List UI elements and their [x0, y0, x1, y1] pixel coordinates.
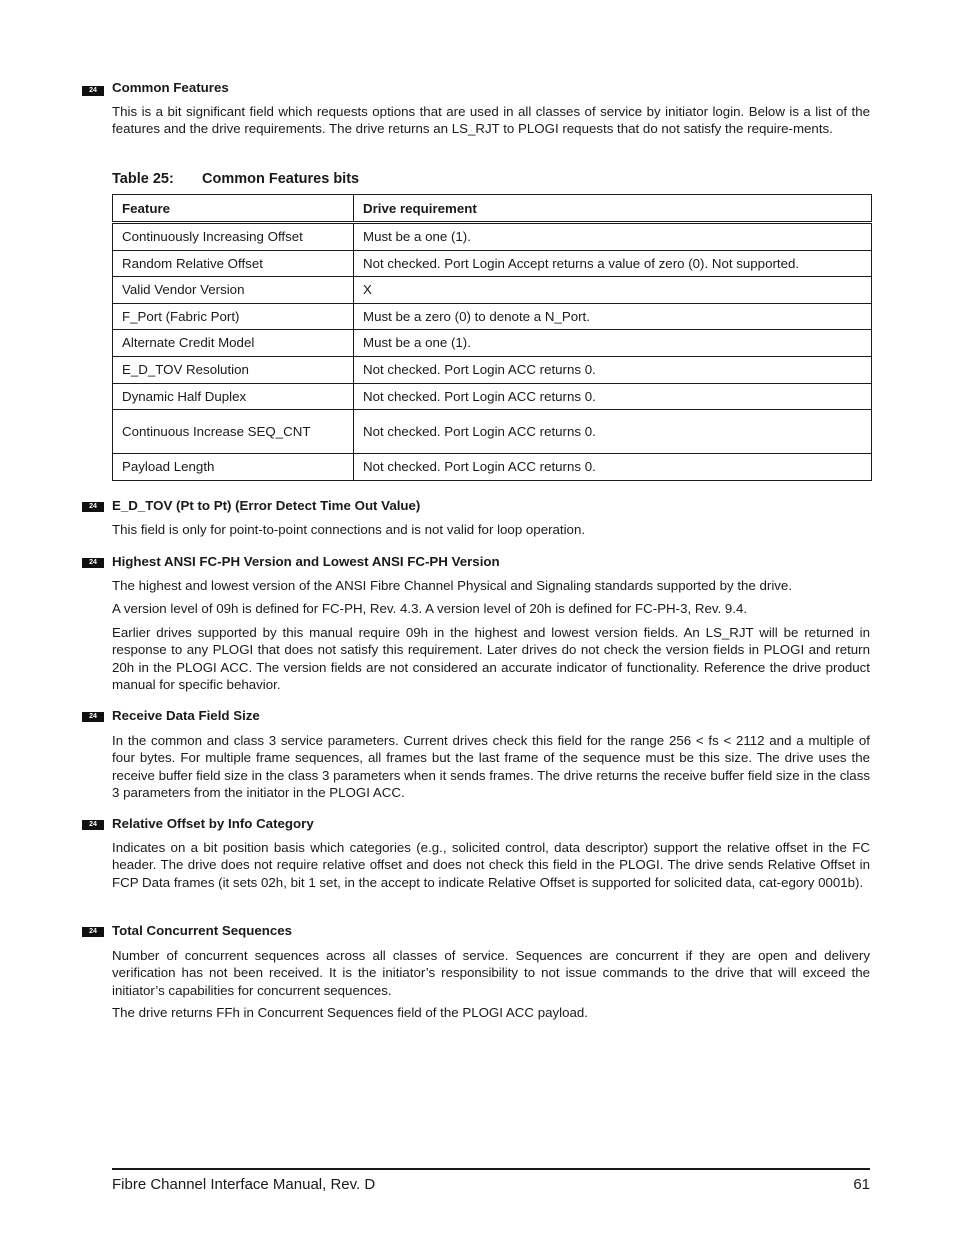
requirement-cell: Not checked. Port Login ACC returns 0.: [354, 383, 872, 410]
heading-ed-tov: E_D_TOV (Pt to Pt) (Error Detect Time Out Value): [112, 498, 421, 513]
receive-data-body: In the common and class 3 service parameters. Current drives check this field for the range 256 < fs < 2112 and a multiple of four bytes. For multiple frame sequences, all frames but the last frame of the sequence must be this size. The drive uses the receive buffer field size in the class 3 parameters when it sends frames. The drive returns the receive buffer field size in the class 3 parameters from the initiator in the PLOGI ACC.: [112, 733, 870, 800]
heading-relative-offset: Relative Offset by Info Category: [112, 816, 314, 831]
feature-cell: Continuous Increase SEQ_CNT: [113, 410, 354, 454]
heading-version: Highest ANSI FC-PH Version and Lowest ANSI FC-PH Version: [112, 554, 500, 569]
requirement-cell: Not checked. Port Login ACC returns 0.: [354, 454, 872, 481]
feature-cell: Random Relative Offset: [113, 250, 354, 277]
table-row: [113, 410, 872, 454]
heading-concurrent: Total Concurrent Sequences: [112, 923, 293, 938]
relative-offset-body: Indicates on a bit position basis which categories (e.g., solicited control, data descriptor) support the relative offset in the FC header. The drive does not require relative offset and does not check this field in the PLOGI. The drive sends Relative Offset in FCP Data frames (it sets 02h, bit 1 set, in the accept to indicate Relative Offset is supported for solicited data, cat-egory 0001b).: [112, 840, 870, 890]
table-caption: [112, 171, 359, 187]
heading-receive-data: Receive Data Field Size: [112, 708, 260, 723]
concurrent-body-2: The drive returns FFh in Concurrent Sequences field of the PLOGI ACC payload.: [112, 1005, 588, 1020]
feature-cell: E_D_TOV Resolution: [113, 356, 354, 383]
table-caption-title: Common Features bits: [202, 171, 360, 187]
feature-cell: Dynamic Half Duplex: [113, 383, 354, 410]
heading-common-features: Common Features: [112, 80, 229, 95]
feature-cell: Continuously Increasing Offset: [113, 223, 354, 251]
footer-divider: [112, 1168, 870, 1170]
table-row: [113, 277, 872, 304]
requirement-cell: Not checked. Port Login ACC returns 0.: [354, 356, 872, 383]
requirement-cell: X: [354, 277, 872, 304]
requirement-cell: Not checked. Port Login Accept returns a value of zero (0). Not supported.: [354, 250, 872, 277]
section-tag: 24: [82, 820, 104, 830]
table-row: [113, 356, 872, 383]
table-row: [113, 330, 872, 357]
requirement-cell: Not checked. Port Login ACC returns 0.: [354, 410, 872, 454]
table-row: [113, 223, 872, 251]
version-body-2: A version level of 09h is defined for FC-PH, Rev. 4.3. A version level of 20h is defined for FC-PH-3, Rev. 9.4.: [112, 601, 748, 616]
table-row: [113, 383, 872, 410]
concurrent-body-1: Number of concurrent sequences across all classes of service. Sequences are concurrent if they are open and delivery verification has not been received. It is the initiator’s responsibility to not issue commands to the drive that will exceed the initiator’s capabilities for concurrent sequences.: [112, 948, 870, 998]
table-row: [113, 250, 872, 277]
table-header-row: [113, 195, 872, 223]
requirement-cell: Must be a one (1).: [354, 223, 872, 251]
ed-tov-body: This field is only for point-to-point connections and is not valid for loop operation.: [112, 522, 586, 537]
footer-title: Fibre Channel Interface Manual, Rev. D: [112, 1176, 376, 1193]
page-number: 61: [853, 1176, 870, 1193]
version-body-1: The highest and lowest version of the ANSI Fibre Channel Physical and Signaling standards supported by the drive.: [112, 578, 793, 593]
requirement-cell: Must be a zero (0) to denote a N_Port.: [354, 303, 872, 330]
table-header-requirement: Drive requirement: [354, 195, 872, 223]
feature-cell: F_Port (Fabric Port): [113, 303, 354, 330]
feature-cell: Alternate Credit Model: [113, 330, 354, 357]
common-features-body: This is a bit significant field which requests options that are used in all classes of service by initiator login. Below is a list of the features and the drive requirements. The drive returns an LS_RJT to PLOGI requests that do not satisfy the require-ments.: [112, 104, 870, 137]
table-row: [113, 303, 872, 330]
table-caption-number: Table 25:: [112, 171, 174, 187]
section-tag: 24: [82, 558, 104, 568]
section-tag: 24: [82, 502, 104, 512]
table-header-feature: Feature: [113, 195, 354, 223]
common-features-table: [112, 194, 872, 481]
version-body-3: Earlier drives supported by this manual require 09h in the highest and lowest version fields. An LS_RJT will be returned in response to any PLOGI that does not satisfy this requirement. Later drives do not check the version fields in PLOGI and return 20h in the PLOGI ACC. The version fields are not considered an accurate indicator of functionality. Reference the drive product manual for specific behavior.: [112, 625, 870, 692]
section-tag: 24: [82, 712, 104, 722]
section-tag: 24: [82, 86, 104, 96]
table-row: [113, 454, 872, 481]
feature-cell: Valid Vendor Version: [113, 277, 354, 304]
feature-cell: Payload Length: [113, 454, 354, 481]
requirement-cell: Must be a one (1).: [354, 330, 872, 357]
section-tag: 24: [82, 927, 104, 937]
